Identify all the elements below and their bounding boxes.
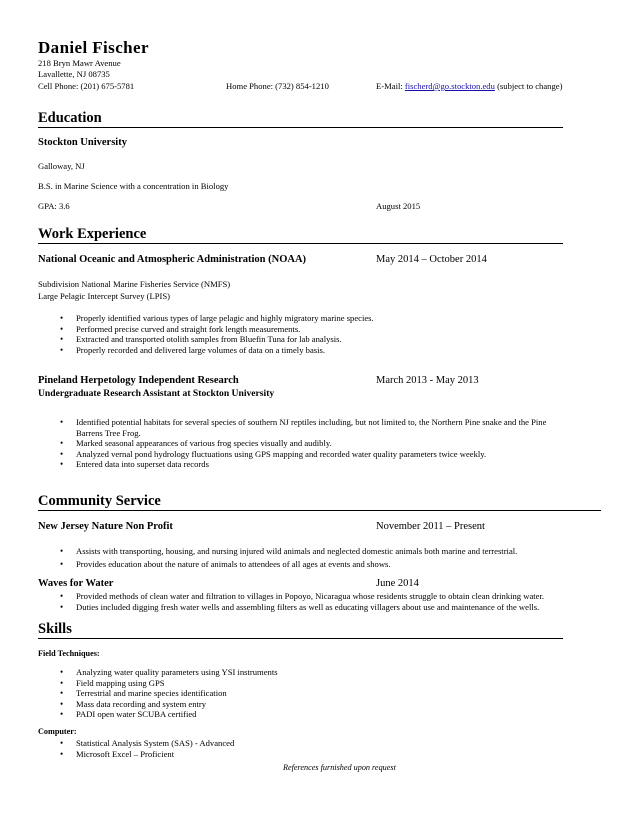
email-note: (subject to change) xyxy=(497,81,563,91)
list-item: • Mass data recording and system entry xyxy=(60,699,278,710)
list-item: • PADI open water SCUBA certified xyxy=(60,709,278,720)
job-subdivision: Subdivision National Marine Fisheries Service (NMFS) xyxy=(38,279,231,289)
cell-phone: Cell Phone: (201) 675-5781 xyxy=(38,81,135,91)
list-item: • Terrestrial and marine species identification xyxy=(60,688,278,699)
computer-label: Computer: xyxy=(38,727,77,736)
skills-heading: Skills xyxy=(38,621,72,637)
job-dates: May 2014 – October 2014 xyxy=(376,254,487,265)
work-heading: Work Experience xyxy=(38,226,147,242)
list-item: • Properly identified various types of large pelagic and highly migratory marine species. xyxy=(60,313,374,324)
references-footer: References furnished upon request xyxy=(283,763,396,772)
list-item: • Assists with transporting, housing, and nursing injured wild animals and neglected domestic animals both marine and terrestrial. xyxy=(60,546,517,557)
job-bullets xyxy=(60,417,546,470)
work-rule xyxy=(38,243,563,244)
list-item: • Analyzed vernal pond hydrology fluctuations using GPS mapping and recorded water quality parameters twice weekly. xyxy=(60,449,546,460)
school-name: Stockton University xyxy=(38,137,127,148)
address-line-2: Lavallette, NJ 08735 xyxy=(38,69,110,79)
community-rule xyxy=(38,510,601,511)
community-org: New Jersey Nature Non Profit xyxy=(38,521,173,532)
community-bullets xyxy=(60,591,544,612)
community-dates: June 2014 xyxy=(376,578,419,589)
education-rule xyxy=(38,127,563,128)
school-location: Galloway, NJ xyxy=(38,161,85,171)
list-item: • Field mapping using GPS xyxy=(60,678,278,689)
email-line xyxy=(376,81,562,91)
community-org: Waves for Water xyxy=(38,578,114,589)
list-item: • Provides education about the nature of animals to attendees of all ages at events and shows. xyxy=(60,559,517,570)
gpa: GPA: 3.6 xyxy=(38,201,70,211)
list-item: • Extracted and transported otolith samples from Bluefin Tuna for lab analysis. xyxy=(60,334,374,345)
degree: B.S. in Marine Science with a concentration in Biology xyxy=(38,181,229,191)
field-techniques-label: Field Techniques: xyxy=(38,649,100,658)
list-item: • Performed precise curved and straight fork length measurements. xyxy=(60,324,374,335)
list-item: • Analyzing water quality parameters using YSI instruments xyxy=(60,667,278,678)
education-heading: Education xyxy=(38,110,102,126)
list-item: • Marked seasonal appearances of various frog species visually and audibly. xyxy=(60,438,546,449)
list-item: • Entered data into superset data records xyxy=(60,459,546,470)
list-item: • Provided methods of clean water and filtration to villages in Popoyo, Nicaragua whose residents struggle to obtain clean drinking water. xyxy=(60,591,544,602)
address-line-1: 218 Bryn Mawr Avenue xyxy=(38,58,121,68)
list-item-continuation: Barrens Tree Frog. xyxy=(76,427,141,438)
graduation-date: August 2015 xyxy=(376,201,421,211)
community-dates: November 2011 – Present xyxy=(376,521,485,532)
job-bullets xyxy=(60,313,374,355)
skills-rule xyxy=(38,638,563,639)
community-bullets xyxy=(60,546,517,569)
computer-skills xyxy=(60,738,234,759)
list-item: • Duties included digging fresh water wells and assembling filters as well as educating villagers about use and maintenance of the wells. xyxy=(60,602,544,613)
list-item: • Statistical Analysis System (SAS) - Advanced xyxy=(60,738,234,749)
list-item: • Microsoft Excel – Proficient xyxy=(60,749,234,760)
home-phone: Home Phone: (732) 854-1210 xyxy=(226,81,329,91)
job-dates: March 2013 - May 2013 xyxy=(376,375,479,386)
community-heading: Community Service xyxy=(38,493,161,509)
job-org: National Oceanic and Atmospheric Administration (NOAA) xyxy=(38,254,307,265)
email-link[interactable]: fischerd@go.stockton.edu xyxy=(404,81,495,91)
list-item: • Identified potential habitats for several species of southern NJ reptiles including, but not limited to, the Northern Pine snake and the Pine xyxy=(60,417,546,428)
field-skills xyxy=(60,667,278,720)
job-survey: Large Pelagic Intercept Survey (LPIS) xyxy=(38,291,171,301)
email-label: E-Mail: xyxy=(376,81,403,91)
list-item: • Properly recorded and delivered large volumes of data on a timely basis. xyxy=(60,345,374,356)
job-role: Undergraduate Research Assistant at Stockton University xyxy=(38,388,275,399)
job-org: Pineland Herpetology Independent Research xyxy=(38,375,239,386)
resume-name: Daniel Fischer xyxy=(38,38,149,57)
